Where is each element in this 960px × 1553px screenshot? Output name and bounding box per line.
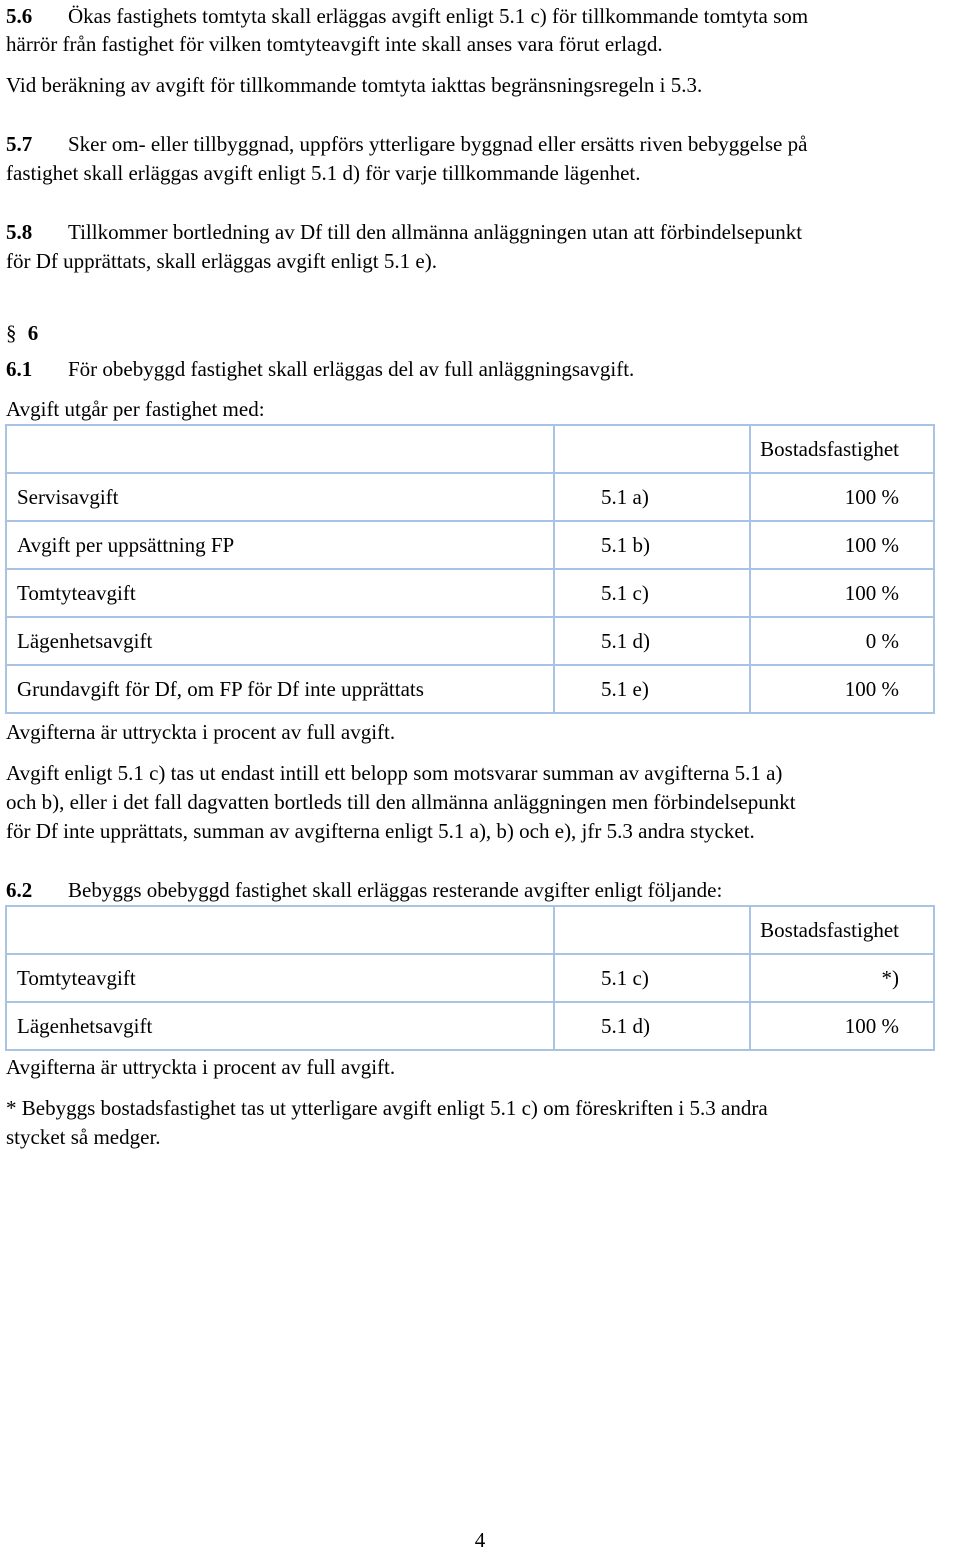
table-note: Avgifterna är uttryckta i procent av full avgift. [6, 1055, 396, 1079]
section-text: Tillkommer bortledning av Df till den allmänna anläggningen utan att förbindelsepunkt [68, 220, 803, 244]
section-5-7-line-1 [6, 132, 808, 156]
fee-value: 100 % [750, 1002, 934, 1050]
table-cell [554, 906, 750, 954]
table-header-row [6, 425, 934, 473]
column-header-bostadsfastighet: Bostadsfastighet [750, 425, 934, 473]
section-text: Bebyggs obebyggd fastighet skall erläggas resterande avgifter enligt följande: [68, 878, 723, 902]
section-6-2-line [6, 878, 723, 902]
table-row [6, 617, 934, 665]
table-header-row [6, 906, 934, 954]
fee-value: 100 % [750, 473, 934, 521]
section-number: 5.8 [6, 220, 33, 244]
fee-value: 100 % [750, 665, 934, 713]
section-5-6-line-1 [6, 4, 809, 28]
fee-label: Lägenhetsavgift [6, 617, 554, 665]
fee-label: Grundavgift för Df, om FP för Df inte upprättats [6, 665, 554, 713]
fee-reference: 5.1 a) [554, 473, 750, 521]
section-text: För obebyggd fastighet skall erläggas del av full anläggningsavgift. [68, 357, 635, 381]
footnote-line-2: stycket så medger. [6, 1125, 161, 1149]
table-cell [6, 906, 554, 954]
paragraph-heading [6, 321, 38, 345]
fee-reference: 5.1 c) [554, 569, 750, 617]
table-row [6, 473, 934, 521]
fee-reference: 5.1 b) [554, 521, 750, 569]
section-5-8-line-1 [6, 220, 803, 244]
fee-value: 100 % [750, 521, 934, 569]
fee-value: 0 % [750, 617, 934, 665]
table-row [6, 521, 934, 569]
table-row [6, 665, 934, 713]
fee-reference: 5.1 d) [554, 617, 750, 665]
fee-table-2 [5, 905, 935, 1051]
paragraph-number: 6 [27, 321, 39, 345]
fee-reference: 5.1 d) [554, 1002, 750, 1050]
fee-reference: 5.1 c) [554, 954, 750, 1002]
section-6-1-line [6, 357, 635, 381]
section-5-8-line-2: för Df upprättats, skall erläggas avgift enligt 5.1 e). [6, 249, 437, 273]
fee-label: Avgift per uppsättning FP [6, 521, 554, 569]
section-text: Ökas fastighets tomtyta skall erläggas avgift enligt 5.1 c) för tillkommande tomtyta som [68, 4, 809, 28]
table-note: Avgifterna är uttryckta i procent av full avgift. [6, 720, 396, 744]
section-symbol: § [6, 321, 17, 345]
section-5-6-line-3: Vid beräkning av avgift för tillkommande tomtyta iakttas begränsningsregeln i 5.3. [6, 73, 703, 97]
section-number: 5.6 [6, 4, 33, 28]
table-row [6, 1002, 934, 1050]
section-number: 5.7 [6, 132, 33, 156]
footnote-line-1: * Bebyggs bostadsfastighet tas ut ytterligare avgift enligt 5.1 c) om föreskriften i 5.3 andra [6, 1096, 768, 1120]
section-text: Sker om- eller tillbyggnad, uppförs ytterligare byggnad eller ersätts riven bebyggelse på [68, 132, 808, 156]
table-intro: Avgift utgår per fastighet med: [6, 397, 265, 421]
column-header-bostadsfastighet: Bostadsfastighet [750, 906, 934, 954]
fee-label: Tomtyteavgift [6, 569, 554, 617]
section-number: 6.2 [6, 878, 33, 902]
table-row [6, 954, 934, 1002]
fee-table-1 [5, 424, 935, 714]
section-5-6-line-2: härrör från fastighet för vilken tomtyteavgift inte skall anses vara förut erlagd. [6, 32, 663, 56]
paragraph-line-2: och b), eller i det fall dagvatten bortleds till den allmänna anläggningen men förbindelsepunkt [6, 790, 796, 814]
fee-reference: 5.1 e) [554, 665, 750, 713]
fee-label: Servisavgift [6, 473, 554, 521]
fee-label: Tomtyteavgift [6, 954, 554, 1002]
fee-value: *) [750, 954, 934, 1002]
fee-value: 100 % [750, 569, 934, 617]
page-number: 4 [474, 1528, 486, 1552]
paragraph-line-1: Avgift enligt 5.1 c) tas ut endast intill ett belopp som motsvarar summan av avgifterna 5.1 a) [6, 761, 783, 785]
table-cell [554, 425, 750, 473]
table-cell [6, 425, 554, 473]
section-number: 6.1 [6, 357, 33, 381]
fee-label: Lägenhetsavgift [6, 1002, 554, 1050]
table-row [6, 569, 934, 617]
paragraph-line-3: för Df inte upprättats, summan av avgifterna enligt 5.1 a), b) och e), jfr 5.3 andra stycket. [6, 819, 755, 843]
section-5-7-line-2: fastighet skall erläggas avgift enligt 5.1 d) för varje tillkommande lägenhet. [6, 161, 641, 185]
